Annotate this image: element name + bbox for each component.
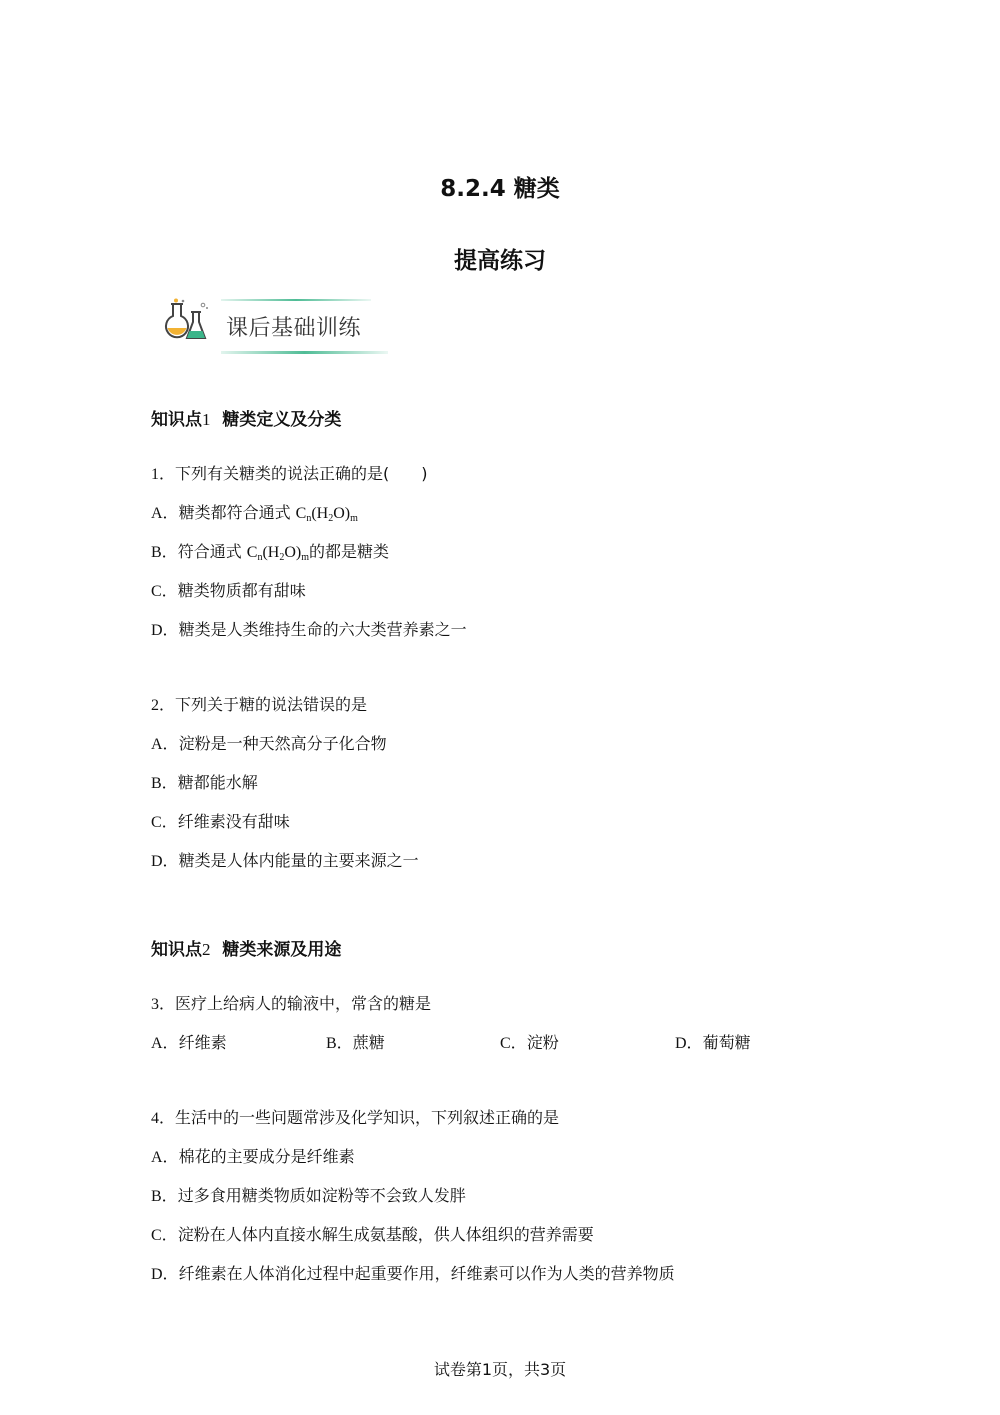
section-heading-2 <box>151 935 341 960</box>
option-letter: B． <box>151 775 178 792</box>
formula-h: (H <box>262 544 280 561</box>
document-subtitle: 提高练习 <box>454 248 546 274</box>
option-letter: D． <box>151 853 179 870</box>
formula-sub-2: 2 <box>279 552 285 563</box>
formula-sub-2: 2 <box>328 513 334 524</box>
document-title: 8.2.4 糖类 <box>440 176 560 202</box>
question-1-option-b <box>151 539 389 563</box>
option-letter: A． <box>151 1149 179 1166</box>
question-2-stem <box>151 692 367 715</box>
banner-label: 课后基础训练 <box>226 316 362 341</box>
formula-c: C <box>246 544 258 561</box>
question-number: 2． <box>151 697 176 714</box>
option-letter: C． <box>500 1035 527 1052</box>
option-letter: D． <box>151 1266 179 1283</box>
question-4-option-c <box>151 1222 594 1245</box>
formula-o: O) <box>284 544 302 561</box>
question-2-option-b <box>151 770 258 793</box>
section-title: 糖类定义及分类 <box>222 410 342 430</box>
option-text: 糖类是人体内能量的主要来源之一 <box>178 851 419 870</box>
question-3-option-d <box>675 1030 751 1053</box>
option-letter: A． <box>151 505 179 522</box>
question-number: 4． <box>151 1110 176 1127</box>
option-letter: C． <box>151 1227 178 1244</box>
question-1-option-d <box>151 617 467 640</box>
option-text: 棉花的主要成分是纤维素 <box>178 1147 355 1166</box>
question-1-stem <box>151 461 428 484</box>
formula-sub-m: m <box>301 552 310 563</box>
question-number: 1． <box>151 466 176 483</box>
question-4-option-a <box>151 1144 355 1167</box>
question-3-option-c <box>500 1030 559 1053</box>
section-number: 2 <box>202 940 211 959</box>
page-footer: 试卷第1页，共3页 <box>433 1360 567 1379</box>
option-text: 淀粉是一种天然高分子化合物 <box>178 734 387 753</box>
option-text: 糖类是人类维持生命的六大类营养素之一 <box>178 620 467 639</box>
option-text: 糖都能水解 <box>177 773 258 792</box>
option-text: 葡萄糖 <box>702 1033 751 1052</box>
question-3-stem <box>151 991 431 1014</box>
formula-sub-m: m <box>350 513 358 524</box>
formula-o: O) <box>333 505 351 522</box>
option-text: 纤维素 <box>178 1033 227 1052</box>
question-4-option-b <box>151 1183 466 1206</box>
option-text-tail: 的都是糖类 <box>309 542 390 561</box>
option-text: 纤维素在人体消化过程中起重要作用，纤维素可以作为人类的营养物质 <box>178 1264 675 1283</box>
question-4-stem <box>151 1105 559 1128</box>
option-text: 淀粉在人体内直接水解生成氨基酸，供人体组织的营养需要 <box>177 1225 594 1244</box>
question-3-option-b <box>326 1030 385 1053</box>
question-1-option-a <box>151 500 358 524</box>
question-2-option-d <box>151 848 419 871</box>
formula-sub-n: n <box>306 513 312 524</box>
question-text: 下列有关糖类的说法正确的是( ) <box>175 464 428 483</box>
option-text: 符合通式 <box>177 542 247 561</box>
question-3-option-a <box>151 1030 227 1053</box>
section-banner <box>163 298 388 356</box>
option-text: 糖类都符合通式 <box>178 503 296 522</box>
question-1-option-c <box>151 578 306 601</box>
option-letter: A． <box>151 736 179 753</box>
question-text: 医疗上给病人的输液中，常含的糖是 <box>175 994 432 1013</box>
option-text: 淀粉 <box>526 1033 559 1052</box>
option-text: 纤维素没有甜味 <box>177 812 290 831</box>
option-text: 糖类物质都有甜味 <box>177 581 306 600</box>
question-number: 3． <box>151 996 176 1013</box>
section-title: 糖类来源及用途 <box>222 940 342 960</box>
question-4-option-d <box>151 1261 675 1284</box>
section-heading-1 <box>151 405 341 430</box>
formula-sub-n: n <box>257 552 263 563</box>
question-text: 生活中的一些问题常涉及化学知识，下列叙述正确的是 <box>175 1108 560 1127</box>
section-number: 1 <box>202 410 211 429</box>
lab-flask-icon <box>163 298 213 348</box>
question-text: 下列关于糖的说法错误的是 <box>175 695 368 714</box>
section-prefix: 知识点 <box>151 940 202 960</box>
formula-c: C <box>295 505 307 522</box>
question-2-option-a <box>151 731 387 754</box>
option-letter: D． <box>675 1035 703 1052</box>
option-letter: A． <box>151 1035 179 1052</box>
option-text: 过多食用糖类物质如淀粉等不会致人发胖 <box>177 1186 466 1205</box>
option-letter: B． <box>151 1188 178 1205</box>
option-letter: C． <box>151 814 178 831</box>
option-letter: B． <box>326 1035 353 1052</box>
option-letter: C． <box>151 583 178 600</box>
option-text: 蔗糖 <box>352 1033 385 1052</box>
section-prefix: 知识点 <box>151 410 202 430</box>
question-2-option-c <box>151 809 290 832</box>
option-letter: D． <box>151 622 179 639</box>
option-letter: B． <box>151 544 178 561</box>
formula-h: (H <box>311 505 329 522</box>
